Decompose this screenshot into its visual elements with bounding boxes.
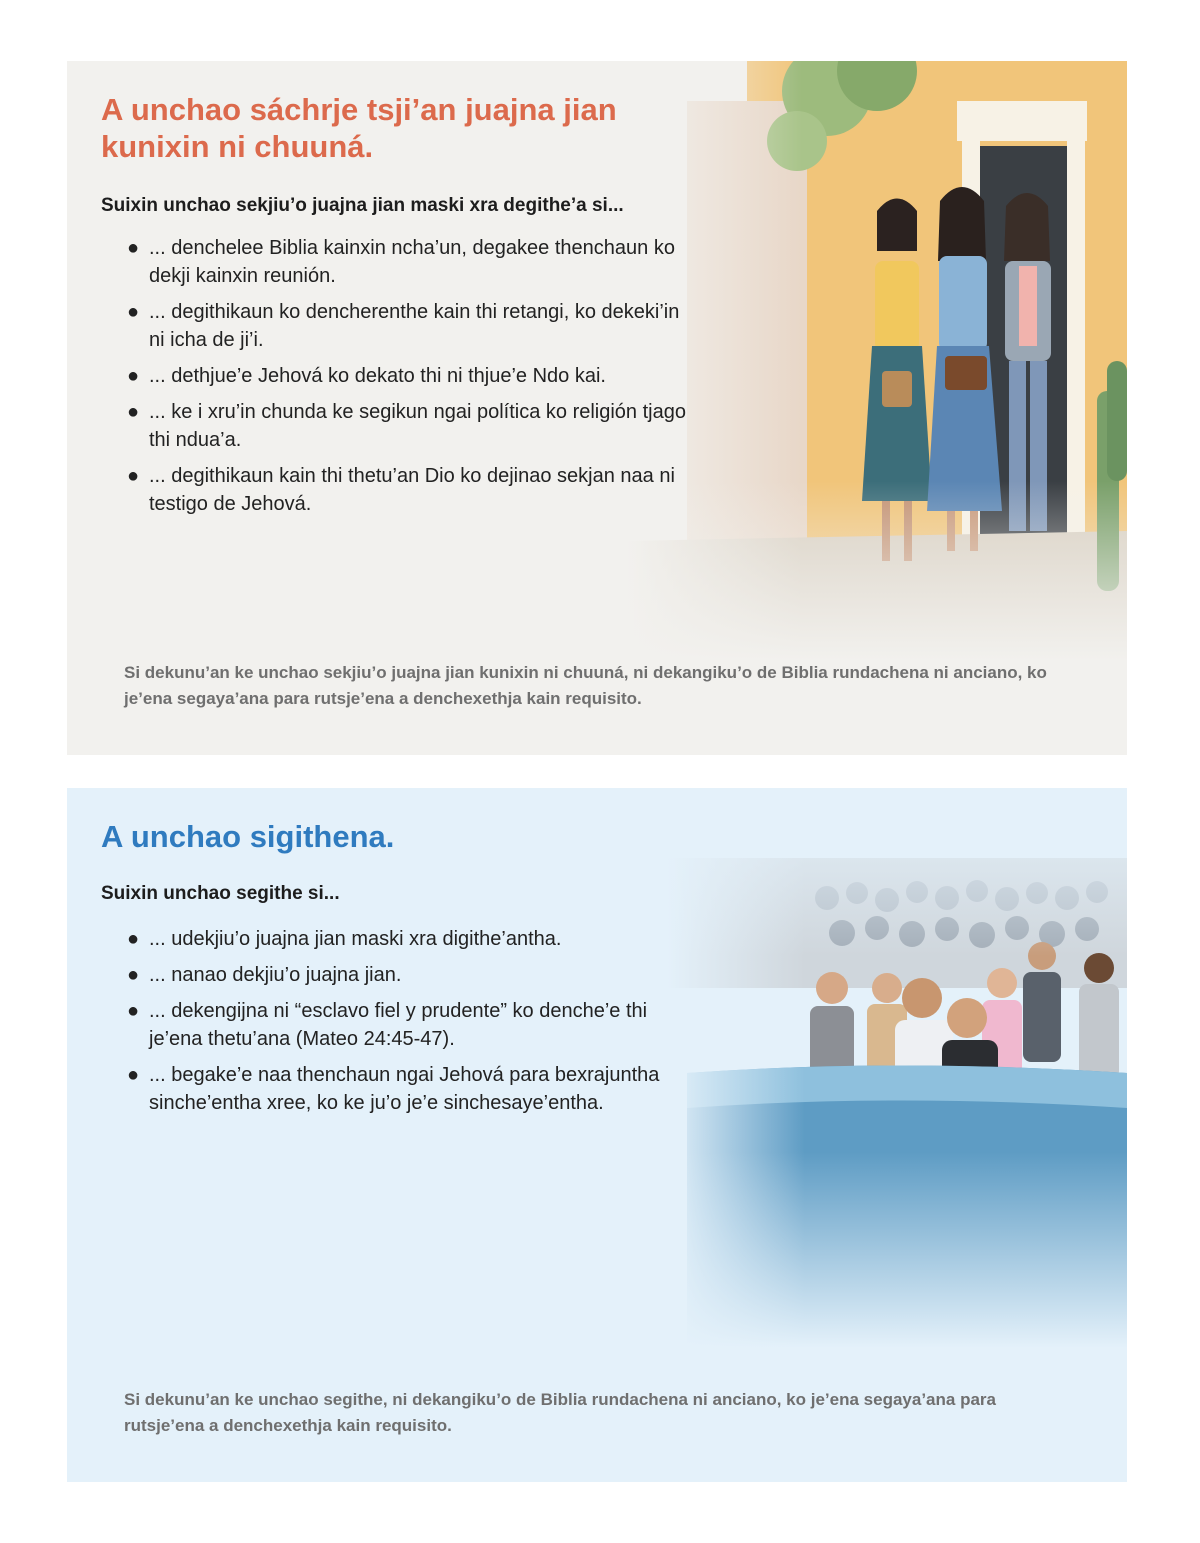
bullet-icon: ● xyxy=(127,928,140,950)
list-item: ● ... degithikaun ko dencherenthe kain thi retangi, ko dekeki’in ni icha de ji’i. xyxy=(127,298,687,354)
bullet-icon: ● xyxy=(127,365,140,387)
list-item: ● ... begake’e naa thenchaun ngai Jehová para bexrajuntha sinche’entha xree, ko ke ju’o je’e sinchesaye’entha. xyxy=(127,1061,687,1117)
section-title: A unchao sigithena. xyxy=(101,819,395,854)
three-women-at-doorway-illustration xyxy=(627,61,1127,661)
bullet-icon: ● xyxy=(127,401,140,423)
list-item: ● ... udekjiu’o juajna jian maski xra digithe’antha. xyxy=(127,925,687,953)
requirement-list xyxy=(127,925,687,1125)
list-item: ● ... ke i xru’in chunda ke segikun ngai política ko religión tjago thi ndua’a. xyxy=(127,398,687,454)
bullet-icon: ● xyxy=(127,1000,140,1022)
list-item: ● ... denchelee Biblia kainxin ncha’un, degakee thenchaun ko dekji kainxin reunión. xyxy=(127,234,687,290)
requirement-list xyxy=(127,234,687,526)
section-footnote: Si dekunu’an ke unchao sekjiu’o juajna jian kunixin ni chuuná, ni dekangiku’o de Biblia rundachena ni anciano, ko je’ena segaya’ana para rutsje’ena a denchexethja kain requisito. xyxy=(124,663,1047,708)
section-intro: Suixin unchao segithe si... xyxy=(101,883,340,904)
baptism-requirements-panel xyxy=(67,788,1127,1482)
bullet-icon: ● xyxy=(127,465,140,487)
bullet-icon: ● xyxy=(127,237,140,259)
list-item: ● ... dekengijna ni “esclavo fiel y prudente” ko denche’e thi je’ena thetu’ana (Mateo 24:45-47). xyxy=(127,997,687,1053)
preaching-requirements-panel xyxy=(67,61,1127,755)
list-item: ● ... dethjue’e Jehová ko dekato thi ni thjue’e Ndo kai. xyxy=(127,362,687,390)
section-footnote: Si dekunu’an ke unchao segithe, ni dekangiku’o de Biblia rundachena ni anciano, ko je’ena segaya’ana para rutsje’ena a denchexethja kain requisito. xyxy=(124,1390,996,1435)
baptism-in-pool-illustration xyxy=(667,788,1127,1348)
bullet-icon: ● xyxy=(127,301,140,323)
section-title: A unchao sáchrje tsji’an juajna jian kunixin ni chuuná. xyxy=(101,92,617,164)
bullet-icon: ● xyxy=(127,1064,140,1086)
list-item: ● ... degithikaun kain thi thetu’an Dio ko dejinao sekjan naa ni testigo de Jehová. xyxy=(127,462,687,518)
list-item: ● ... nanao dekjiu’o juajna jian. xyxy=(127,961,687,989)
section-intro: Suixin unchao sekjiu’o juajna jian maski xra degithe’a si... xyxy=(101,195,624,216)
bullet-icon: ● xyxy=(127,964,140,986)
